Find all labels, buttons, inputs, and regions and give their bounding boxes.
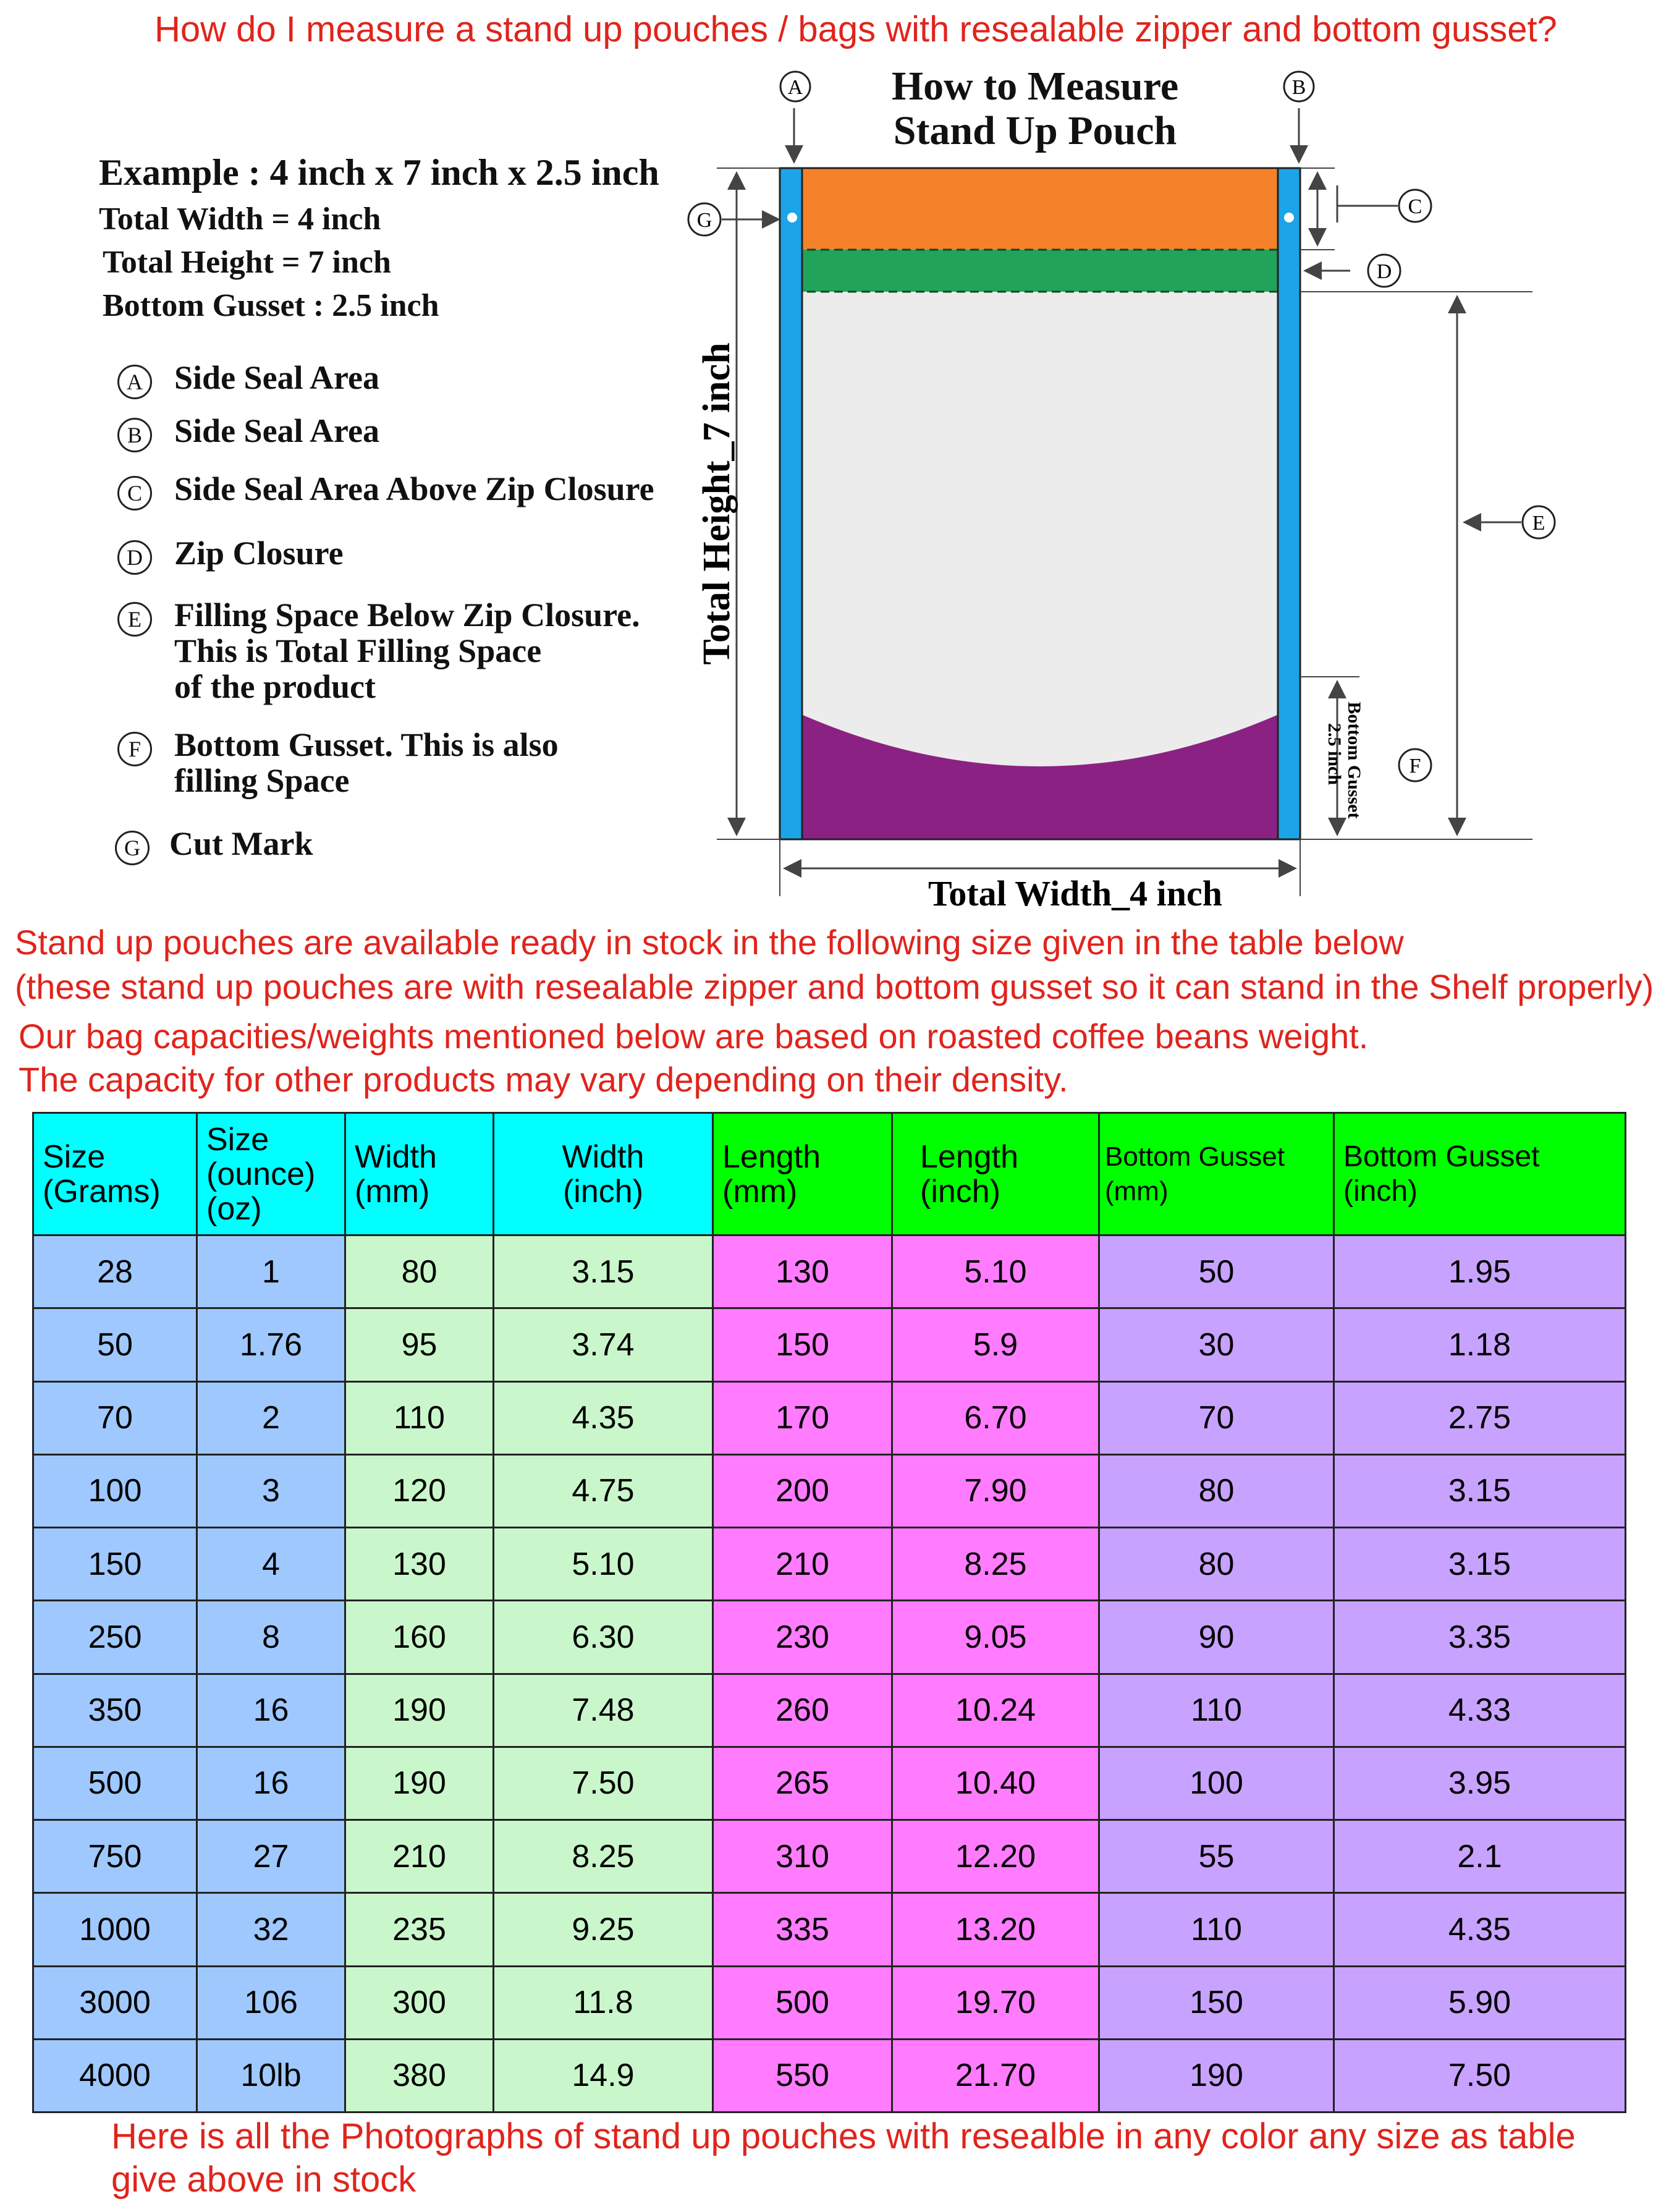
table-row xyxy=(33,1747,1626,1820)
table-cell: 750 xyxy=(33,1820,197,1893)
table-cell: 16 xyxy=(197,1747,345,1820)
table-cell: 106 xyxy=(197,1966,345,2039)
table-cell: 1.76 xyxy=(197,1308,345,1381)
col-header-width-inch xyxy=(494,1113,713,1235)
top-seal-area xyxy=(780,168,1300,250)
table-cell: 5.10 xyxy=(892,1235,1099,1308)
legend-text: Cut Mark xyxy=(169,825,313,862)
table-cell: 160 xyxy=(345,1601,494,1674)
table-cell: 8.25 xyxy=(892,1528,1099,1601)
table-cell: 3.15 xyxy=(494,1235,713,1308)
marker-g-letter: G xyxy=(696,209,712,232)
table-cell: 7.50 xyxy=(1334,2039,1626,2112)
table-row xyxy=(33,1601,1626,1674)
table-row xyxy=(33,1528,1626,1601)
table-cell: 4 xyxy=(197,1528,345,1601)
table-cell: 6.30 xyxy=(494,1601,713,1674)
side-seal-a xyxy=(780,168,802,839)
table-cell: 32 xyxy=(197,1893,345,1966)
header-text: Length xyxy=(920,1138,1019,1175)
table-cell: 50 xyxy=(1099,1235,1334,1308)
header-text: Bottom Gusset xyxy=(1105,1141,1285,1172)
table-cell: 300 xyxy=(345,1966,494,2039)
table-cell: 150 xyxy=(1099,1966,1334,2039)
header-text: (inch) xyxy=(920,1173,1001,1210)
table-cell: 3.15 xyxy=(1334,1454,1626,1527)
table-cell: 4.33 xyxy=(1334,1674,1626,1747)
table-cell: 30 xyxy=(1099,1308,1334,1381)
table-cell: 1.95 xyxy=(1334,1235,1626,1308)
legend-text-line: filling Space xyxy=(174,762,350,799)
table-cell: 16 xyxy=(197,1674,345,1747)
table-cell: 7.90 xyxy=(892,1454,1099,1527)
table-row xyxy=(33,1308,1626,1381)
table-row xyxy=(33,1893,1626,1966)
legend-text: Side Seal Area xyxy=(174,412,380,449)
table-cell: 9.25 xyxy=(494,1893,713,1966)
footer-note xyxy=(111,2115,1594,2201)
col-header-gusset-inch xyxy=(1334,1113,1626,1235)
marker-f-letter: F xyxy=(1409,755,1421,778)
table-cell: 310 xyxy=(713,1820,892,1893)
table-cell: 5.10 xyxy=(494,1528,713,1601)
table-cell: 100 xyxy=(33,1454,197,1527)
table-cell: 4.35 xyxy=(1334,1893,1626,1966)
table-row xyxy=(33,1235,1626,1308)
info-line-2: (these stand up pouches are with resealable zipper and bottom gusset so it can stand in the Shelf properly) xyxy=(15,967,1654,1006)
header-text: Size xyxy=(43,1138,106,1175)
table-cell: 380 xyxy=(345,2039,494,2112)
table-cell: 5.9 xyxy=(892,1308,1099,1381)
table-cell: 7.50 xyxy=(494,1747,713,1820)
zip-closure xyxy=(780,250,1300,292)
table-cell: 3.95 xyxy=(1334,1747,1626,1820)
table-cell: 3.15 xyxy=(1334,1528,1626,1601)
header-text: (inch) xyxy=(562,1173,644,1210)
table-cell: 3 xyxy=(197,1454,345,1527)
table-cell: 1 xyxy=(197,1235,345,1308)
table-cell: 11.8 xyxy=(494,1966,713,2039)
table-cell: 80 xyxy=(1099,1454,1334,1527)
gusset-label-1: Bottom Gusset xyxy=(1344,701,1364,819)
table-cell: 230 xyxy=(713,1601,892,1674)
table-row xyxy=(33,1820,1626,1893)
marker-e-icon: E xyxy=(117,602,152,637)
page-question-title: How do I measure a stand up pouches / bags with resealable zipper and bottom gusset? xyxy=(154,9,1557,49)
total-width-spec: Total Width = 4 inch xyxy=(99,201,381,237)
header-text: Width xyxy=(355,1138,437,1175)
legend-text-line: Filling Space Below Zip Closure. xyxy=(174,596,640,634)
table-cell: 2 xyxy=(197,1381,345,1454)
table-cell: 250 xyxy=(33,1601,197,1674)
table-cell: 5.90 xyxy=(1334,1966,1626,2039)
info-line-4: The capacity for other products may vary depending on their density. xyxy=(19,1060,1068,1099)
header-text: (mm) xyxy=(722,1173,798,1210)
size-table xyxy=(32,1112,1626,2113)
col-header-length-inch xyxy=(892,1113,1099,1235)
legend-text-line: Bottom Gusset. This is also xyxy=(174,726,559,763)
table-cell: 2.1 xyxy=(1334,1820,1626,1893)
table-cell: 50 xyxy=(33,1308,197,1381)
marker-e-letter: E xyxy=(1532,512,1545,535)
table-cell: 550 xyxy=(713,2039,892,2112)
marker-c-letter: C xyxy=(1408,195,1422,218)
footer-line-1: Here is all the Photographs of stand up pouches with resealble in any color any size as table xyxy=(111,2116,1576,2156)
header-text: Bottom Gusset xyxy=(1343,1140,1540,1173)
table-cell: 70 xyxy=(1099,1381,1334,1454)
table-cell: 110 xyxy=(1099,1893,1334,1966)
header-text: (ounce) xyxy=(206,1156,316,1192)
table-header-row xyxy=(33,1113,1626,1235)
header-text: Size xyxy=(206,1121,269,1158)
example-dimensions: Example : 4 inch x 7 inch x 2.5 inch xyxy=(99,152,659,193)
legend-text: Side Seal Area Above Zip Closure xyxy=(174,470,654,507)
legend-text-line: This is Total Filling Space xyxy=(174,632,542,669)
col-header-width-mm xyxy=(345,1113,494,1235)
table-cell: 110 xyxy=(345,1381,494,1454)
header-text: (Grams) xyxy=(43,1173,161,1210)
marker-b-icon: B xyxy=(117,418,152,452)
marker-d-letter: D xyxy=(1376,260,1392,283)
table-cell: 28 xyxy=(33,1235,197,1308)
table-cell: 6.70 xyxy=(892,1381,1099,1454)
table-cell: 130 xyxy=(713,1235,892,1308)
table-cell: 19.70 xyxy=(892,1966,1099,2039)
table-cell: 21.70 xyxy=(892,2039,1099,2112)
table-cell: 10.24 xyxy=(892,1674,1099,1747)
table-cell: 1.18 xyxy=(1334,1308,1626,1381)
table-cell: 8 xyxy=(197,1601,345,1674)
side-seal-b xyxy=(1278,168,1300,839)
header-text: Length xyxy=(722,1138,821,1175)
cut-mark-left xyxy=(787,213,797,222)
table-cell: 235 xyxy=(345,1893,494,1966)
table-cell: 3.35 xyxy=(1334,1601,1626,1674)
legend-text: Zip Closure xyxy=(174,535,344,572)
diagram-title-line1: How to Measure xyxy=(891,64,1179,109)
table-cell: 4000 xyxy=(33,2039,197,2112)
marker-f-icon: F xyxy=(117,732,152,766)
total-height-label: Total Height_7 inch xyxy=(696,342,738,665)
footer-line-2: give above in stock xyxy=(111,2159,416,2200)
table-row xyxy=(33,1454,1626,1527)
table-cell: 130 xyxy=(345,1528,494,1601)
table-cell: 210 xyxy=(713,1528,892,1601)
col-header-size-grams xyxy=(33,1113,197,1235)
table-cell: 4.35 xyxy=(494,1381,713,1454)
table-cell: 500 xyxy=(713,1966,892,2039)
table-cell: 350 xyxy=(33,1674,197,1747)
table-cell: 70 xyxy=(33,1381,197,1454)
info-line-3: Our bag capacities/weights mentioned below are based on roasted coffee beans weight. xyxy=(19,1017,1369,1056)
table-row xyxy=(33,2039,1626,2112)
header-text: (oz) xyxy=(206,1190,262,1227)
table-cell: 9.05 xyxy=(892,1601,1099,1674)
table-cell: 80 xyxy=(345,1235,494,1308)
table-row xyxy=(33,1674,1626,1747)
legend-text-line: of the product xyxy=(174,668,376,705)
header-text: (mm) xyxy=(1105,1176,1169,1206)
table-cell: 27 xyxy=(197,1820,345,1893)
marker-c-icon: C xyxy=(117,476,152,511)
table-cell: 55 xyxy=(1099,1820,1334,1893)
table-cell: 8.25 xyxy=(494,1820,713,1893)
bottom-gusset-spec: Bottom Gusset : 2.5 inch xyxy=(103,288,439,323)
table-cell: 150 xyxy=(713,1308,892,1381)
table-cell: 190 xyxy=(1099,2039,1334,2112)
cut-mark-right xyxy=(1284,213,1294,222)
table-row xyxy=(33,1966,1626,2039)
total-width-label: Total Width_4 inch xyxy=(928,873,1223,913)
legend-text: Side Seal Area xyxy=(174,359,380,396)
col-header-gusset-mm xyxy=(1099,1113,1334,1235)
table-cell: 265 xyxy=(713,1747,892,1820)
table-cell: 210 xyxy=(345,1820,494,1893)
table-cell: 260 xyxy=(713,1674,892,1747)
table-body xyxy=(33,1235,1626,2112)
marker-a-letter: A xyxy=(787,76,803,99)
table-cell: 500 xyxy=(33,1747,197,1820)
table-cell: 170 xyxy=(713,1381,892,1454)
table-cell: 90 xyxy=(1099,1601,1334,1674)
table-cell: 1000 xyxy=(33,1893,197,1966)
header-text: (mm) xyxy=(355,1173,430,1210)
col-header-length-mm xyxy=(713,1113,892,1235)
gusset-label-2: 2.5 inch xyxy=(1324,723,1345,786)
header-text: Width xyxy=(562,1138,645,1175)
table-cell: 100 xyxy=(1099,1747,1334,1820)
marker-d-icon: D xyxy=(117,540,152,575)
table-cell: 7.48 xyxy=(494,1674,713,1747)
table-cell: 10lb xyxy=(197,2039,345,2112)
table-cell: 3.74 xyxy=(494,1308,713,1381)
table-cell: 200 xyxy=(713,1454,892,1527)
table-cell: 14.9 xyxy=(494,2039,713,2112)
marker-b-letter: B xyxy=(1291,76,1306,99)
col-header-size-ounce xyxy=(197,1113,345,1235)
diagram-title-line2: Stand Up Pouch xyxy=(893,108,1177,153)
info-line-1: Stand up pouches are available ready in stock in the following size given in the table below xyxy=(15,923,1404,962)
table-row xyxy=(33,1381,1626,1454)
header-text: (inch) xyxy=(1343,1174,1418,1208)
table-cell: 120 xyxy=(345,1454,494,1527)
marker-a-icon: A xyxy=(117,365,152,399)
table-cell: 2.75 xyxy=(1334,1381,1626,1454)
table-cell: 190 xyxy=(345,1747,494,1820)
table-cell: 3000 xyxy=(33,1966,197,2039)
marker-g-icon: G xyxy=(115,831,150,865)
table-cell: 80 xyxy=(1099,1528,1334,1601)
pouch-diagram xyxy=(0,0,1661,927)
table-cell: 13.20 xyxy=(892,1893,1099,1966)
table-cell: 95 xyxy=(345,1308,494,1381)
table-cell: 150 xyxy=(33,1528,197,1601)
total-height-spec: Total Height = 7 inch xyxy=(103,245,391,280)
table-cell: 12.20 xyxy=(892,1820,1099,1893)
table-cell: 110 xyxy=(1099,1674,1334,1747)
table-cell: 4.75 xyxy=(494,1454,713,1527)
table-cell: 335 xyxy=(713,1893,892,1966)
table-cell: 10.40 xyxy=(892,1747,1099,1820)
table-cell: 190 xyxy=(345,1674,494,1747)
